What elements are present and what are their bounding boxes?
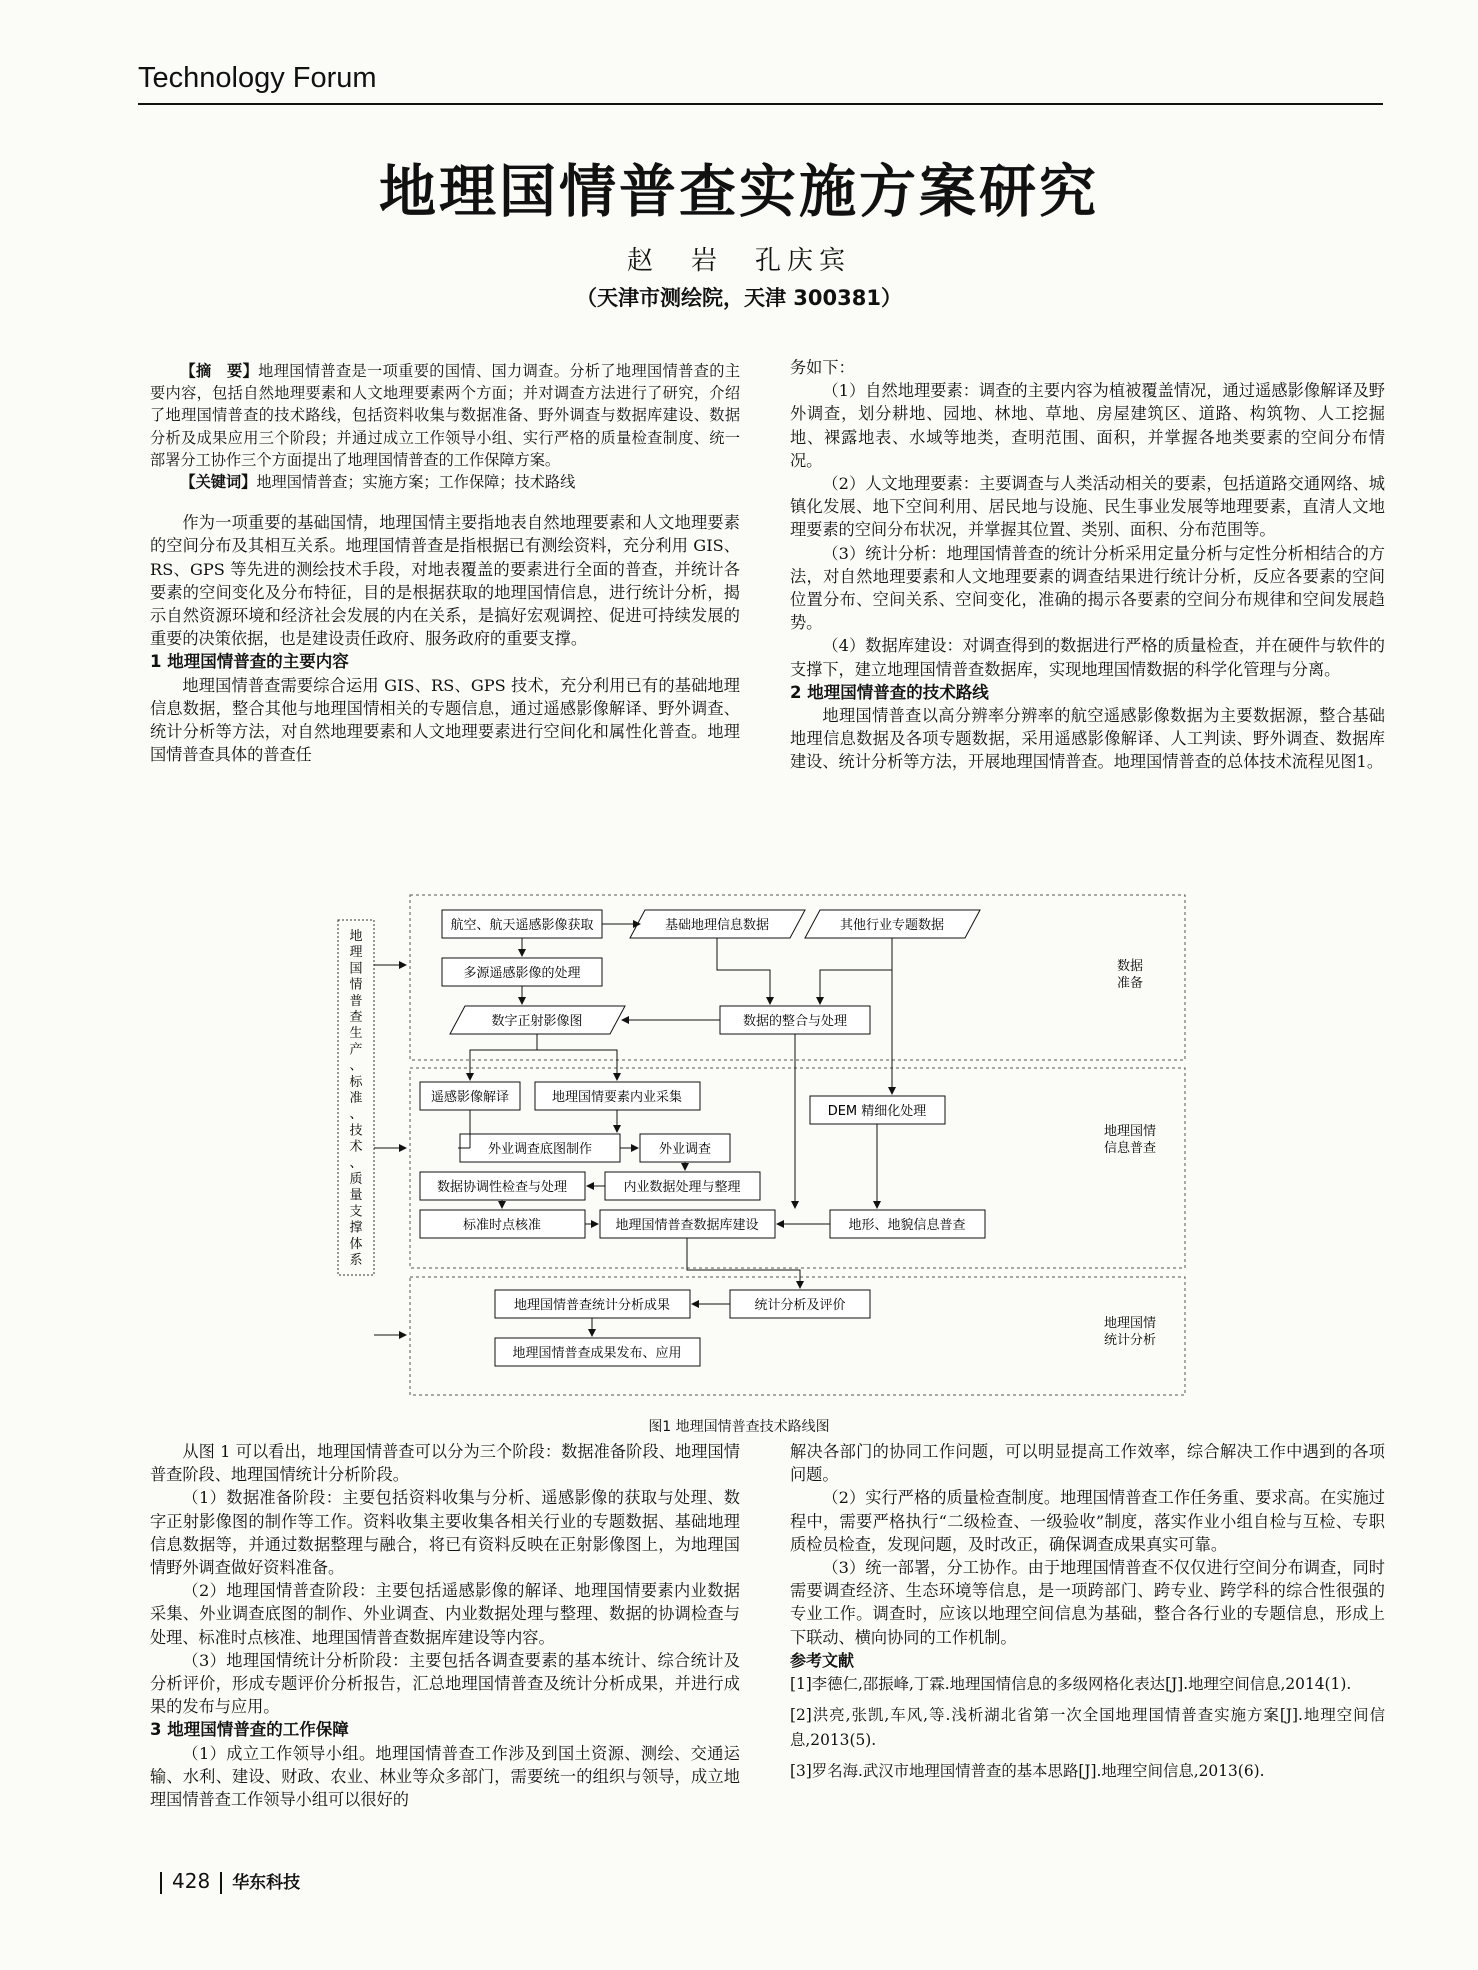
side-label-char: 量: [349, 1188, 363, 1204]
node-base-map-label: 外业调查底图制作: [487, 1142, 593, 1157]
node-basic-geo-label: 基础地理信息数据: [664, 918, 770, 933]
zone-label-1a: 数据: [1116, 959, 1144, 974]
guarantee-3: （3）统一部署，分工协作。由于地理国情普查不仅仅进行空间分布调查，同时需要调查经济、生态环境等信息，是一项跨部门、跨专业、跨学科的综合性很强的专业工作。调查时，应该以地理空间信息为基础，整合各行业的专题信息，形成上下联动、横向协同的工作机制。: [790, 1558, 1385, 1647]
node-std-time-label: 标准时点核准: [462, 1218, 542, 1233]
node-field-survey-label: 外业调查: [658, 1142, 712, 1157]
figure-1-caption: 图1 地理国情普查技术路线图: [648, 1419, 830, 1435]
affiliation: （天津市测绘院，天津 300381）: [576, 286, 902, 310]
side-label-char: 国: [349, 961, 363, 977]
task-continuation: 务如下：: [790, 358, 855, 377]
keywords-label: 【关键词】: [180, 473, 257, 492]
reference-2: [2]洪亮,张凯,车风,等.浅析湖北省第一次全国地理国情普查实施方案[J].地理空间信息,2013(5).: [790, 1706, 1385, 1750]
section-1-paragraph: 地理国情普查需要综合运用 GIS、RS、GPS 技术，充分利用已有的基础地理信息数据，整合其他与地理国情相关的专题信息，通过遥感影像解译、野外调查、统计分析等方法，对自然地理要素和人文地理要素进行空间化和属性化普查。地理国情普查具体的普查任: [150, 675, 740, 765]
guarantee-1-continued: 解决各部门的协同工作问题，可以明显提高工作效率，综合解决工作中遇到的各项问题。: [790, 1442, 1385, 1485]
side-label-char: 系: [349, 1253, 363, 1268]
node-integrate-label: 数据的整合与处理: [742, 1014, 848, 1029]
side-label-char: 技: [349, 1123, 363, 1139]
running-header: Technology Forum: [138, 62, 377, 94]
side-label-char: 生: [349, 1026, 363, 1042]
task-item-2: （2）人文地理要素：主要调查与人类活动相关的要素，包括道路交通网络、城镇化发展、地下空间利用、居民地与设施、民生事业发展等地理要素，直清人文地理要素的空间分布状况，并掌握其位置、类别、面积、分布范围等。: [790, 474, 1385, 540]
abstract-text: 地理国情普查是一项重要的国情、国力调查。分析了地理国情普查的主要内容，包括自然地理要素和人文地理要素两个方面；并对调查方法进行了研究，介绍了地理国情普查的技术路线，包括资料收集与数据准备、野外调查与数据库建设、数据分析及成果应用三个阶段；并通过成立工作领导小组、实行严格的质量检查制度、统一部署分工协作三个方面提出了地理国情普查的工作保障方案。: [150, 362, 741, 469]
node-dom-label: 数字正射影像图: [491, 1014, 583, 1029]
reference-1: [1]李德仁,邵振峰,丁霖.地理国情信息的多级网格化表达[J].地理空间信息,2014(1).: [790, 1675, 1352, 1694]
node-indoor-collect-label: 地理国情要素内业采集: [551, 1090, 683, 1105]
side-label-char: 质: [349, 1172, 363, 1187]
right-column-bottom: [790, 1440, 1385, 1790]
stage-2: （2）地理国情普查阶段：主要包括遥感影像的解译、地理国情要素内业数据采集、外业调查底图的制作、外业调查、内业数据处理与整理、数据的协调检查与处理、标准时点核准、地理国情普查数据库建设等内容。: [150, 1581, 740, 1647]
figure-1-flowchart: [330, 890, 1190, 1400]
side-label-char: 、: [349, 1058, 363, 1074]
article-title: 地理国情普查实施方案研究: [379, 159, 1099, 225]
side-label-char: 准: [349, 1091, 363, 1106]
references-heading: 参考文献: [790, 1650, 855, 1670]
node-other-thematic-label: 其他行业专题数据: [839, 918, 945, 933]
node-rs-interp-label: 遥感影像解译: [430, 1090, 510, 1105]
zone-label-3b: 统计分析: [1103, 1333, 1157, 1348]
stage-3: （3）地理国情统计分析阶段：主要包括各调查要素的基本统计、综合统计及分析评价，形成专题评价分析报告，汇总地理国情普查及统计分析成果，并进行成果的发布与应用。: [150, 1650, 740, 1717]
abstract-label: 【摘 要】: [180, 362, 259, 380]
task-item-4: （4）数据库建设：对调查得到的数据进行严格的质量检查，并在硬件与软件的支撑下，建立地理国情普查数据库，实现地理国情数据的科学化管理与分离。: [790, 636, 1385, 679]
page-number: 428: [172, 1869, 211, 1893]
side-label-char: 撑: [349, 1220, 363, 1236]
task-item-1: （1）自然地理要素：调查的主要内容为植被覆盖情况，通过遥感影像解译及野外调查，划分耕地、园地、林地、草地、房屋建筑区、道路、构筑物、人工挖掘地、裸露地表、水域等地类，查明范围、面积，并掌握各地类要素的空间分布情况。: [790, 381, 1385, 470]
node-dem-label: DEM 精细化处理: [827, 1104, 927, 1119]
node-indoor-process-label: 内业数据处理与整理: [623, 1180, 741, 1195]
side-label-char: 支: [349, 1204, 363, 1220]
section-2-heading: 2 地理国情普查的技术路线: [790, 682, 989, 702]
node-stat-result-label: 地理国情普查统计分析成果: [513, 1298, 671, 1313]
left-column-top: [150, 360, 740, 766]
section-3-heading: 3 地理国情普查的工作保障: [150, 1720, 349, 1740]
side-label-char: 标: [349, 1074, 363, 1090]
zone-label-1b: 准备: [1116, 976, 1144, 991]
zone-label-2b: 信息普查: [1103, 1141, 1157, 1156]
node-acquire-label: 航空、航天遥感影像获取: [450, 918, 594, 933]
node-terrain-label: 地形、地貌信息普查: [848, 1218, 966, 1233]
left-column-bottom: [150, 1440, 740, 1811]
stage-overview: 从图 1 可以看出，地理国情普查可以分为三个阶段：数据准备阶段、地理国情普查阶段、地理国情统计分析阶段。: [150, 1442, 740, 1485]
guarantee-1: （1）成立工作领导小组。地理国情普查工作涉及到国土资源、测绘、交通运输、水利、建设、财政、农业、林业等众多部门，需要统一的组织与领导，成立地理国情普查工作领导小组可以很好的: [150, 1743, 740, 1810]
section-1-heading: 1 地理国情普查的主要内容: [150, 652, 349, 672]
node-db-build-label: 地理国情普查数据库建设: [615, 1218, 759, 1233]
side-label-char: 普: [349, 993, 363, 1009]
side-label-char: 查: [349, 1010, 363, 1025]
intro-paragraph: 作为一项重要的基础国情，地理国情主要指地表自然地理要素和人文地理要素的空间分布及其相互关系。地理国情普查是指根据已有测绘资料，充分利用 GIS、RS、GPS 等先进的测绘技术手段，对地表覆盖的要素进行全面的普查，并统计各要素的空间变化及分布特征，目的是根据获取的地理国情信息，进行统计分析，揭示自然资源环境和经济社会发展的内在关系，是搞好宏观调控、促进可持续发展的重要的决策依据，也是建设责任政府、服务政府的重要支撑。: [150, 513, 740, 649]
abstract: [150, 360, 740, 493]
journal-name: 华东科技: [232, 1873, 301, 1893]
footer-rule-left: [160, 1872, 162, 1894]
zone-label-3a: 地理国情: [1103, 1316, 1157, 1331]
references-list: [790, 1672, 1385, 1784]
guarantee-2: （2）实行严格的质量检查制度。地理国情普查工作任务重、要求高。在实施过程中，需要严格执行“二级检查、一级验收”制度，落实作业小组自检与互检、专职质检员检查，发现问题，及时改正，确保调查成果真实可靠。: [790, 1488, 1385, 1554]
side-label-char: 情: [349, 977, 363, 993]
right-column-top: [790, 356, 1385, 774]
zone-label-2a: 地理国情: [1103, 1124, 1157, 1139]
node-multi-process-label: 多源遥感影像的处理: [463, 966, 581, 981]
side-label-char: 体: [349, 1236, 363, 1252]
stage-1: （1）数据准备阶段：主要包括资料收集与分析、遥感影像的获取与处理、数字正射影像图的制作等工作。资料收集主要收集各相关行业的专题数据、基础地理信息数据等，并通过数据整理与融合，将已有资料反映在正射影像图上，为地理国情野外调查做好资料准备。: [150, 1488, 740, 1578]
node-publish-label: 地理国情普查成果发布、应用: [512, 1346, 682, 1361]
footer-rule-right: [220, 1872, 222, 1894]
side-label-char: 理: [349, 945, 363, 961]
keywords-text: 地理国情普查；实施方案；工作保障；技术路线: [256, 473, 576, 492]
side-label-char: 产: [349, 1042, 363, 1058]
task-item-3: （3）统计分析：地理国情普查的统计分析采用定量分析与定性分析相结合的方法，对自然地理要素和人文地理要素的调查结果进行统计分析，反应各要素的空间位置分布、空间关系、空间变化，准确的揭示各要素的空间分布规律和空间发展趋势。: [790, 543, 1385, 633]
side-support-label: [349, 928, 363, 1268]
side-label-char: 、: [349, 1107, 363, 1123]
side-label-char: 、: [349, 1155, 363, 1171]
side-label-char: 地: [349, 929, 363, 944]
side-label-char: 术: [349, 1139, 363, 1155]
section-2-paragraph: 地理国情普查以高分辨率分辨率的航空遥感影像数据为主要数据源，整合基础地理信息数据及各项专题数据，采用遥感影像解译、人工判读、野外调查、数据库建设、统计分析等方法，开展地理国情普查。地理国情普查的总体技术流程见图1。: [790, 706, 1385, 772]
page-footer: [150, 1868, 300, 1894]
authors: 赵 岩 孔庆宾: [626, 246, 851, 276]
node-coord-check-label: 数据协调性检查与处理: [436, 1180, 568, 1195]
node-stat-eval-label: 统计分析及评价: [754, 1298, 846, 1313]
reference-3: [3]罗名海.武汉市地理国情普查的基本思路[J].地理空间信息,2013(6).: [790, 1762, 1265, 1781]
header-rule: [138, 103, 1383, 105]
